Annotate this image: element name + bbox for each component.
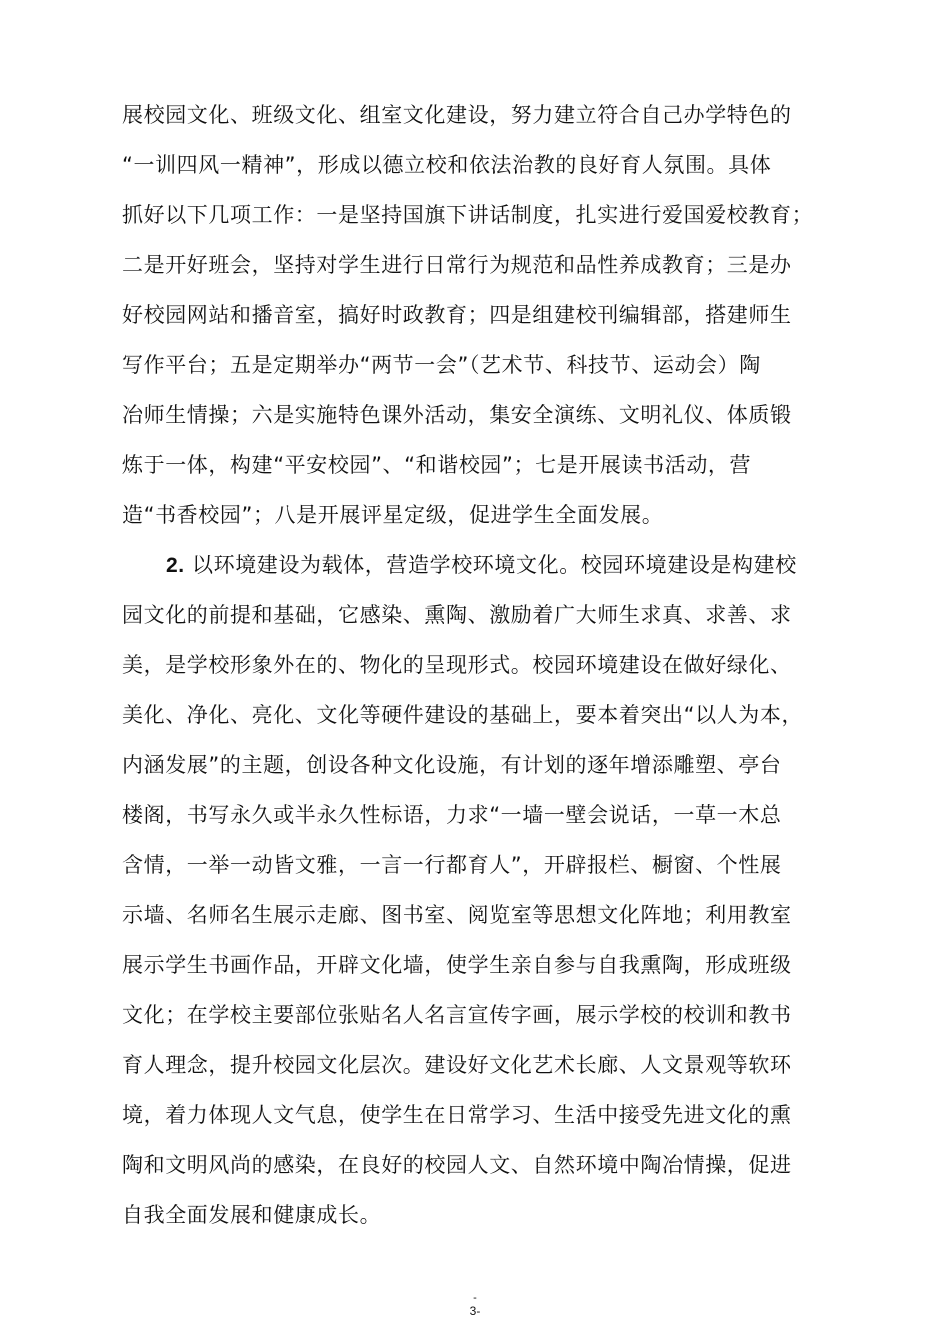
- paragraph2-line-9: 展示学生书画作品，开辟文化墙，使学生亲自参与自我熏陶，形成班级: [122, 953, 792, 977]
- paragraph2-line-7: 含情，一举一动皆文雅，一言一行都育人”，开辟报栏、橱窗、个性展: [122, 853, 782, 877]
- paragraph1-line-6: 写作平台；五是定期举办“两节一会”（艺术节、科技节、运动会）陶: [122, 353, 761, 377]
- paragraph2-line-8: 示墙、名师名生展示走廊、图书室、阅览室等思想文化阵地；利用教室: [122, 903, 792, 927]
- paragraph2-line-12: 境，着力体现人文气息，使学生在日常学习、生活中接受先进文化的熏: [122, 1103, 792, 1127]
- paragraph1-line-4: 二是开好班会，坚持对学生进行日常行为规范和品性养成教育；三是办: [122, 253, 792, 277]
- paragraph2-line-14: 自我全面发展和健康成长。: [122, 1203, 382, 1227]
- paragraph2-line-13: 陶和文明风尚的感染，在良好的校园人文、自然环境中陶冶情操，促进: [122, 1153, 792, 1177]
- paragraph2-line-11: 育人理念，提升校园文化层次。建设好文化艺术长廊、人文景观等软环: [122, 1053, 792, 1077]
- paragraph1-line-7: 冶师生情操；六是实施特色课外活动，集安全演练、文明礼仪、体质锻: [122, 403, 792, 427]
- page-number: 3-: [469, 1304, 481, 1318]
- paragraph2-line-10: 文化；在学校主要部位张贴名人名言宣传字画，展示学校的校训和教书: [122, 1003, 792, 1027]
- paragraph2-line-4: 美化、净化、亮化、文化等硬件建设的基础上，要本着突出“以人为本，: [122, 703, 804, 727]
- paragraph1-line-3: 抓好以下几项工作：一是坚持国旗下讲话制度，扎实进行爱国爱校教育；: [122, 203, 814, 227]
- paragraph2-line-6: 楼阁，书写永久或半永久性标语，力求“一墙一壁会说话，一草一木总: [122, 803, 782, 827]
- footer-dash: -: [473, 1292, 477, 1304]
- paragraph1-line-9: 造“书香校园”；八是开展评星定级，促进学生全面发展。: [122, 503, 664, 527]
- section-number: 2.: [166, 554, 185, 577]
- paragraph2-line-3: 美，是学校形象外在的、物化的呈现形式。校园环境建设在做好绿化、: [122, 653, 792, 677]
- paragraph1-line-8: 炼于一体，构建“平安校园”、“和谐校园”；七是开展读书活动，营: [122, 453, 752, 477]
- paragraph2-first-line: [166, 551, 797, 580]
- paragraph1-line-2: “一训四风一精神”，形成以德立校和依法治教的良好育人氛围。具体: [122, 153, 772, 177]
- paragraph2-line-5: 内涵发展”的主题，创设各种文化设施，有计划的逐年增添雕塑、亭台: [122, 753, 782, 777]
- paragraph1-line-1: 展校园文化、班级文化、组室文化建设，努力建立符合自己办学特色的: [122, 103, 792, 127]
- paragraph2-heading-text: 以环境建设为载体，营造学校环境文化。校园环境建设是构建校: [192, 553, 797, 577]
- paragraph2-line-2: 园文化的前提和基础，它感染、熏陶、激励着广大师生求真、求善、求: [122, 603, 792, 627]
- paragraph1-line-5: 好校园网站和播音室，搞好时政教育；四是组建校刊编辑部，搭建师生: [122, 303, 792, 327]
